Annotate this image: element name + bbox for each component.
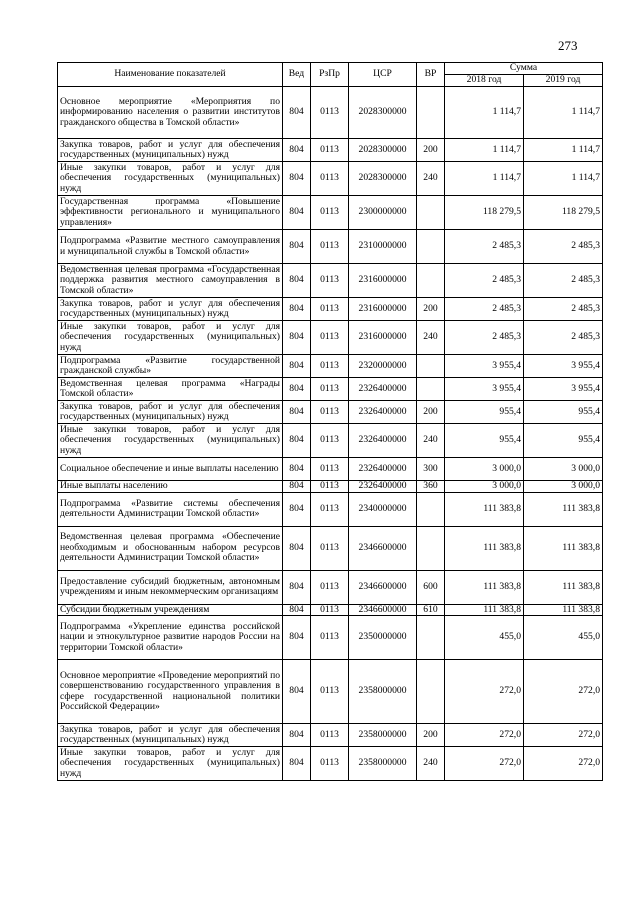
row-rzpr: 0113 [311, 570, 349, 604]
row-csr: 2350000000 [349, 616, 417, 660]
row-csr: 2340000000 [349, 492, 417, 526]
row-sum-2018: 111 383,8 [445, 604, 524, 616]
row-name: Подпрограмма «Развитие государственной гражданской службы» [58, 355, 283, 378]
row-name: Основное мероприятие «Мероприятия по информированию населения о развитии институтов гражданского общества в Томской области» [58, 87, 283, 139]
row-csr: 2346600000 [349, 526, 417, 570]
table-row [58, 747, 603, 781]
row-csr: 2316000000 [349, 321, 417, 355]
table-row [58, 526, 603, 570]
row-ved: 804 [283, 378, 311, 401]
row-ved: 804 [283, 230, 311, 264]
row-sum-2018: 3 000,0 [445, 458, 524, 481]
row-ved: 804 [283, 604, 311, 616]
row-rzpr: 0113 [311, 139, 349, 162]
row-name: Субсидии бюджетным учреждениям [58, 604, 283, 616]
row-name: Закупка товаров, работ и услуг для обеспечения государственных (муниципальных) нужд [58, 139, 283, 162]
header-ved: Вед [283, 63, 311, 87]
row-name: Закупка товаров, работ и услуг для обеспечения государственных (муниципальных) нужд [58, 401, 283, 424]
row-sum-2019: 2 485,3 [524, 230, 603, 264]
header-2018: 2018 год [445, 75, 524, 87]
row-ved: 804 [283, 355, 311, 378]
row-sum-2018: 955,4 [445, 401, 524, 424]
row-ved: 804 [283, 660, 311, 724]
row-sum-2019: 2 485,3 [524, 298, 603, 321]
row-sum-2019: 272,0 [524, 660, 603, 724]
row-csr: 2316000000 [349, 264, 417, 298]
row-rzpr: 0113 [311, 264, 349, 298]
row-ved: 804 [283, 747, 311, 781]
row-csr: 2326400000 [349, 378, 417, 401]
row-vr [417, 264, 445, 298]
row-csr: 2358000000 [349, 660, 417, 724]
row-vr [417, 616, 445, 660]
row-sum-2019: 3 955,4 [524, 378, 603, 401]
row-vr: 240 [417, 747, 445, 781]
row-sum-2018: 111 383,8 [445, 492, 524, 526]
row-sum-2019: 955,4 [524, 424, 603, 458]
row-vr [417, 196, 445, 230]
row-sum-2019: 272,0 [524, 724, 603, 747]
row-name: Иные закупки товаров, работ и услуг для обеспечения государственных (муниципальных) нужд [58, 747, 283, 781]
row-sum-2018: 1 114,7 [445, 139, 524, 162]
row-csr: 2358000000 [349, 724, 417, 747]
row-vr [417, 87, 445, 139]
row-sum-2018: 1 114,7 [445, 162, 524, 196]
row-vr: 200 [417, 401, 445, 424]
row-vr: 200 [417, 724, 445, 747]
row-name: Закупка товаров, работ и услуг для обеспечения государственных (муниципальных) нужд [58, 724, 283, 747]
row-rzpr: 0113 [311, 481, 349, 493]
table-row [58, 87, 603, 139]
row-csr: 2028300000 [349, 139, 417, 162]
row-vr: 360 [417, 481, 445, 493]
row-ved: 804 [283, 87, 311, 139]
row-csr: 2028300000 [349, 162, 417, 196]
row-csr: 2310000000 [349, 230, 417, 264]
row-vr [417, 355, 445, 378]
table-row [58, 196, 603, 230]
row-rzpr: 0113 [311, 87, 349, 139]
row-ved: 804 [283, 492, 311, 526]
row-sum-2018: 111 383,8 [445, 526, 524, 570]
row-rzpr: 0113 [311, 747, 349, 781]
row-vr: 240 [417, 424, 445, 458]
row-sum-2018: 2 485,3 [445, 321, 524, 355]
table-row [58, 298, 603, 321]
row-sum-2019: 111 383,8 [524, 526, 603, 570]
row-sum-2018: 2 485,3 [445, 264, 524, 298]
row-sum-2018: 1 114,7 [445, 87, 524, 139]
row-sum-2019: 111 383,8 [524, 570, 603, 604]
row-sum-2018: 2 485,3 [445, 298, 524, 321]
row-csr: 2320000000 [349, 355, 417, 378]
row-name: Иные закупки товаров, работ и услуг для обеспечения государственных (муниципальных) нужд [58, 321, 283, 355]
row-ved: 804 [283, 481, 311, 493]
row-ved: 804 [283, 298, 311, 321]
row-name: Подпрограмма «Укрепление единства российской нации и этнокультурное развитие народов России на территории Томской области» [58, 616, 283, 660]
row-csr: 2326400000 [349, 401, 417, 424]
row-vr [417, 492, 445, 526]
row-rzpr: 0113 [311, 526, 349, 570]
header-sum: Сумма [445, 63, 603, 75]
row-sum-2018: 118 279,5 [445, 196, 524, 230]
row-name: Подпрограмма «Развитие местного самоуправления и муниципальной службы в Томской области» [58, 230, 283, 264]
header-csr: ЦСР [349, 63, 417, 87]
row-ved: 804 [283, 196, 311, 230]
row-ved: 804 [283, 264, 311, 298]
table-row [58, 424, 603, 458]
table-row [58, 492, 603, 526]
row-sum-2019: 1 114,7 [524, 87, 603, 139]
row-sum-2018: 3 955,4 [445, 378, 524, 401]
row-ved: 804 [283, 321, 311, 355]
header-vr: ВР [417, 63, 445, 87]
row-ved: 804 [283, 616, 311, 660]
row-vr [417, 526, 445, 570]
row-name: Иные выплаты населению [58, 481, 283, 493]
table-row [58, 616, 603, 660]
row-name: Предоставление субсидий бюджетным, автономным учреждениям и иным некоммерческим организациям [58, 570, 283, 604]
row-name: Социальное обеспечение и иные выплаты населению [58, 458, 283, 481]
row-vr [417, 378, 445, 401]
row-sum-2018: 3 000,0 [445, 481, 524, 493]
row-sum-2019: 118 279,5 [524, 196, 603, 230]
row-name: Иные закупки товаров, работ и услуг для обеспечения государственных (муниципальных) нужд [58, 424, 283, 458]
row-name: Закупка товаров, работ и услуг для обеспечения государственных (муниципальных) нужд [58, 298, 283, 321]
row-sum-2018: 455,0 [445, 616, 524, 660]
page-number: 273 [558, 38, 578, 53]
table-row [58, 139, 603, 162]
row-sum-2019: 2 485,3 [524, 264, 603, 298]
row-sum-2019: 455,0 [524, 616, 603, 660]
row-ved: 804 [283, 526, 311, 570]
row-vr: 600 [417, 570, 445, 604]
header-2019: 2019 год [524, 75, 603, 87]
row-name: Подпрограмма «Развитие системы обеспечения деятельности Администрации Томской области» [58, 492, 283, 526]
row-rzpr: 0113 [311, 401, 349, 424]
row-sum-2018: 2 485,3 [445, 230, 524, 264]
row-sum-2018: 111 383,8 [445, 570, 524, 604]
row-vr: 200 [417, 139, 445, 162]
row-vr [417, 230, 445, 264]
table-row [58, 458, 603, 481]
row-rzpr: 0113 [311, 424, 349, 458]
row-rzpr: 0113 [311, 458, 349, 481]
row-csr: 2326400000 [349, 458, 417, 481]
table-row [58, 660, 603, 724]
row-sum-2019: 2 485,3 [524, 321, 603, 355]
row-vr: 200 [417, 298, 445, 321]
row-rzpr: 0113 [311, 378, 349, 401]
row-rzpr: 0113 [311, 355, 349, 378]
row-vr: 240 [417, 321, 445, 355]
row-sum-2019: 111 383,8 [524, 492, 603, 526]
row-name: Иные закупки товаров, работ и услуг для обеспечения государственных (муниципальных) нужд [58, 162, 283, 196]
row-csr: 2316000000 [349, 298, 417, 321]
row-ved: 804 [283, 162, 311, 196]
row-rzpr: 0113 [311, 616, 349, 660]
row-rzpr: 0113 [311, 298, 349, 321]
row-name: Основное мероприятие «Проведение мероприятий по совершенствованию государственного управления в сфере государственной национальной политики Российской Федерации» [58, 660, 283, 724]
row-vr [417, 660, 445, 724]
row-name: Ведомственная целевая программа «Государственная поддержка развития местного самоуправления в Томской области» [58, 264, 283, 298]
table-row [58, 355, 603, 378]
row-ved: 804 [283, 424, 311, 458]
budget-table [57, 62, 603, 781]
table-row [58, 230, 603, 264]
row-rzpr: 0113 [311, 492, 349, 526]
table-row [58, 604, 603, 616]
row-sum-2019: 955,4 [524, 401, 603, 424]
row-sum-2018: 272,0 [445, 660, 524, 724]
row-sum-2019: 3 000,0 [524, 481, 603, 493]
row-csr: 2028300000 [349, 87, 417, 139]
row-sum-2018: 3 955,4 [445, 355, 524, 378]
header-name: Наименование показателей [58, 63, 283, 87]
row-ved: 804 [283, 401, 311, 424]
row-sum-2018: 955,4 [445, 424, 524, 458]
row-csr: 2346600000 [349, 570, 417, 604]
row-sum-2019: 1 114,7 [524, 162, 603, 196]
table-row [58, 162, 603, 196]
row-sum-2018: 272,0 [445, 724, 524, 747]
row-rzpr: 0113 [311, 196, 349, 230]
row-rzpr: 0113 [311, 604, 349, 616]
row-sum-2019: 3 955,4 [524, 355, 603, 378]
row-sum-2018: 272,0 [445, 747, 524, 781]
table-row [58, 481, 603, 493]
row-sum-2019: 111 383,8 [524, 604, 603, 616]
row-sum-2019: 272,0 [524, 747, 603, 781]
row-sum-2019: 3 000,0 [524, 458, 603, 481]
row-rzpr: 0113 [311, 162, 349, 196]
table-row [58, 321, 603, 355]
header-rzpr: РзПр [311, 63, 349, 87]
row-ved: 804 [283, 458, 311, 481]
table-row [58, 401, 603, 424]
row-rzpr: 0113 [311, 724, 349, 747]
row-name: Ведомственная целевая программа «Награды Томской области» [58, 378, 283, 401]
row-csr: 2326400000 [349, 424, 417, 458]
row-name: Ведомственная целевая программа «Обеспечение необходимым и обоснованным набором ресурсов деятельности Администрации Томской области» [58, 526, 283, 570]
row-rzpr: 0113 [311, 230, 349, 264]
row-csr: 2346600000 [349, 604, 417, 616]
row-vr: 300 [417, 458, 445, 481]
table-body [58, 87, 603, 781]
row-vr: 240 [417, 162, 445, 196]
table-row [58, 724, 603, 747]
row-csr: 2358000000 [349, 747, 417, 781]
row-ved: 804 [283, 724, 311, 747]
table-row [58, 378, 603, 401]
row-name: Государственная программа «Повышение эффективности регионального и муниципального управления» [58, 196, 283, 230]
row-sum-2019: 1 114,7 [524, 139, 603, 162]
row-rzpr: 0113 [311, 660, 349, 724]
row-vr: 610 [417, 604, 445, 616]
table-row [58, 570, 603, 604]
table-row [58, 264, 603, 298]
row-ved: 804 [283, 570, 311, 604]
row-rzpr: 0113 [311, 321, 349, 355]
row-ved: 804 [283, 139, 311, 162]
row-csr: 2326400000 [349, 481, 417, 493]
row-csr: 2300000000 [349, 196, 417, 230]
